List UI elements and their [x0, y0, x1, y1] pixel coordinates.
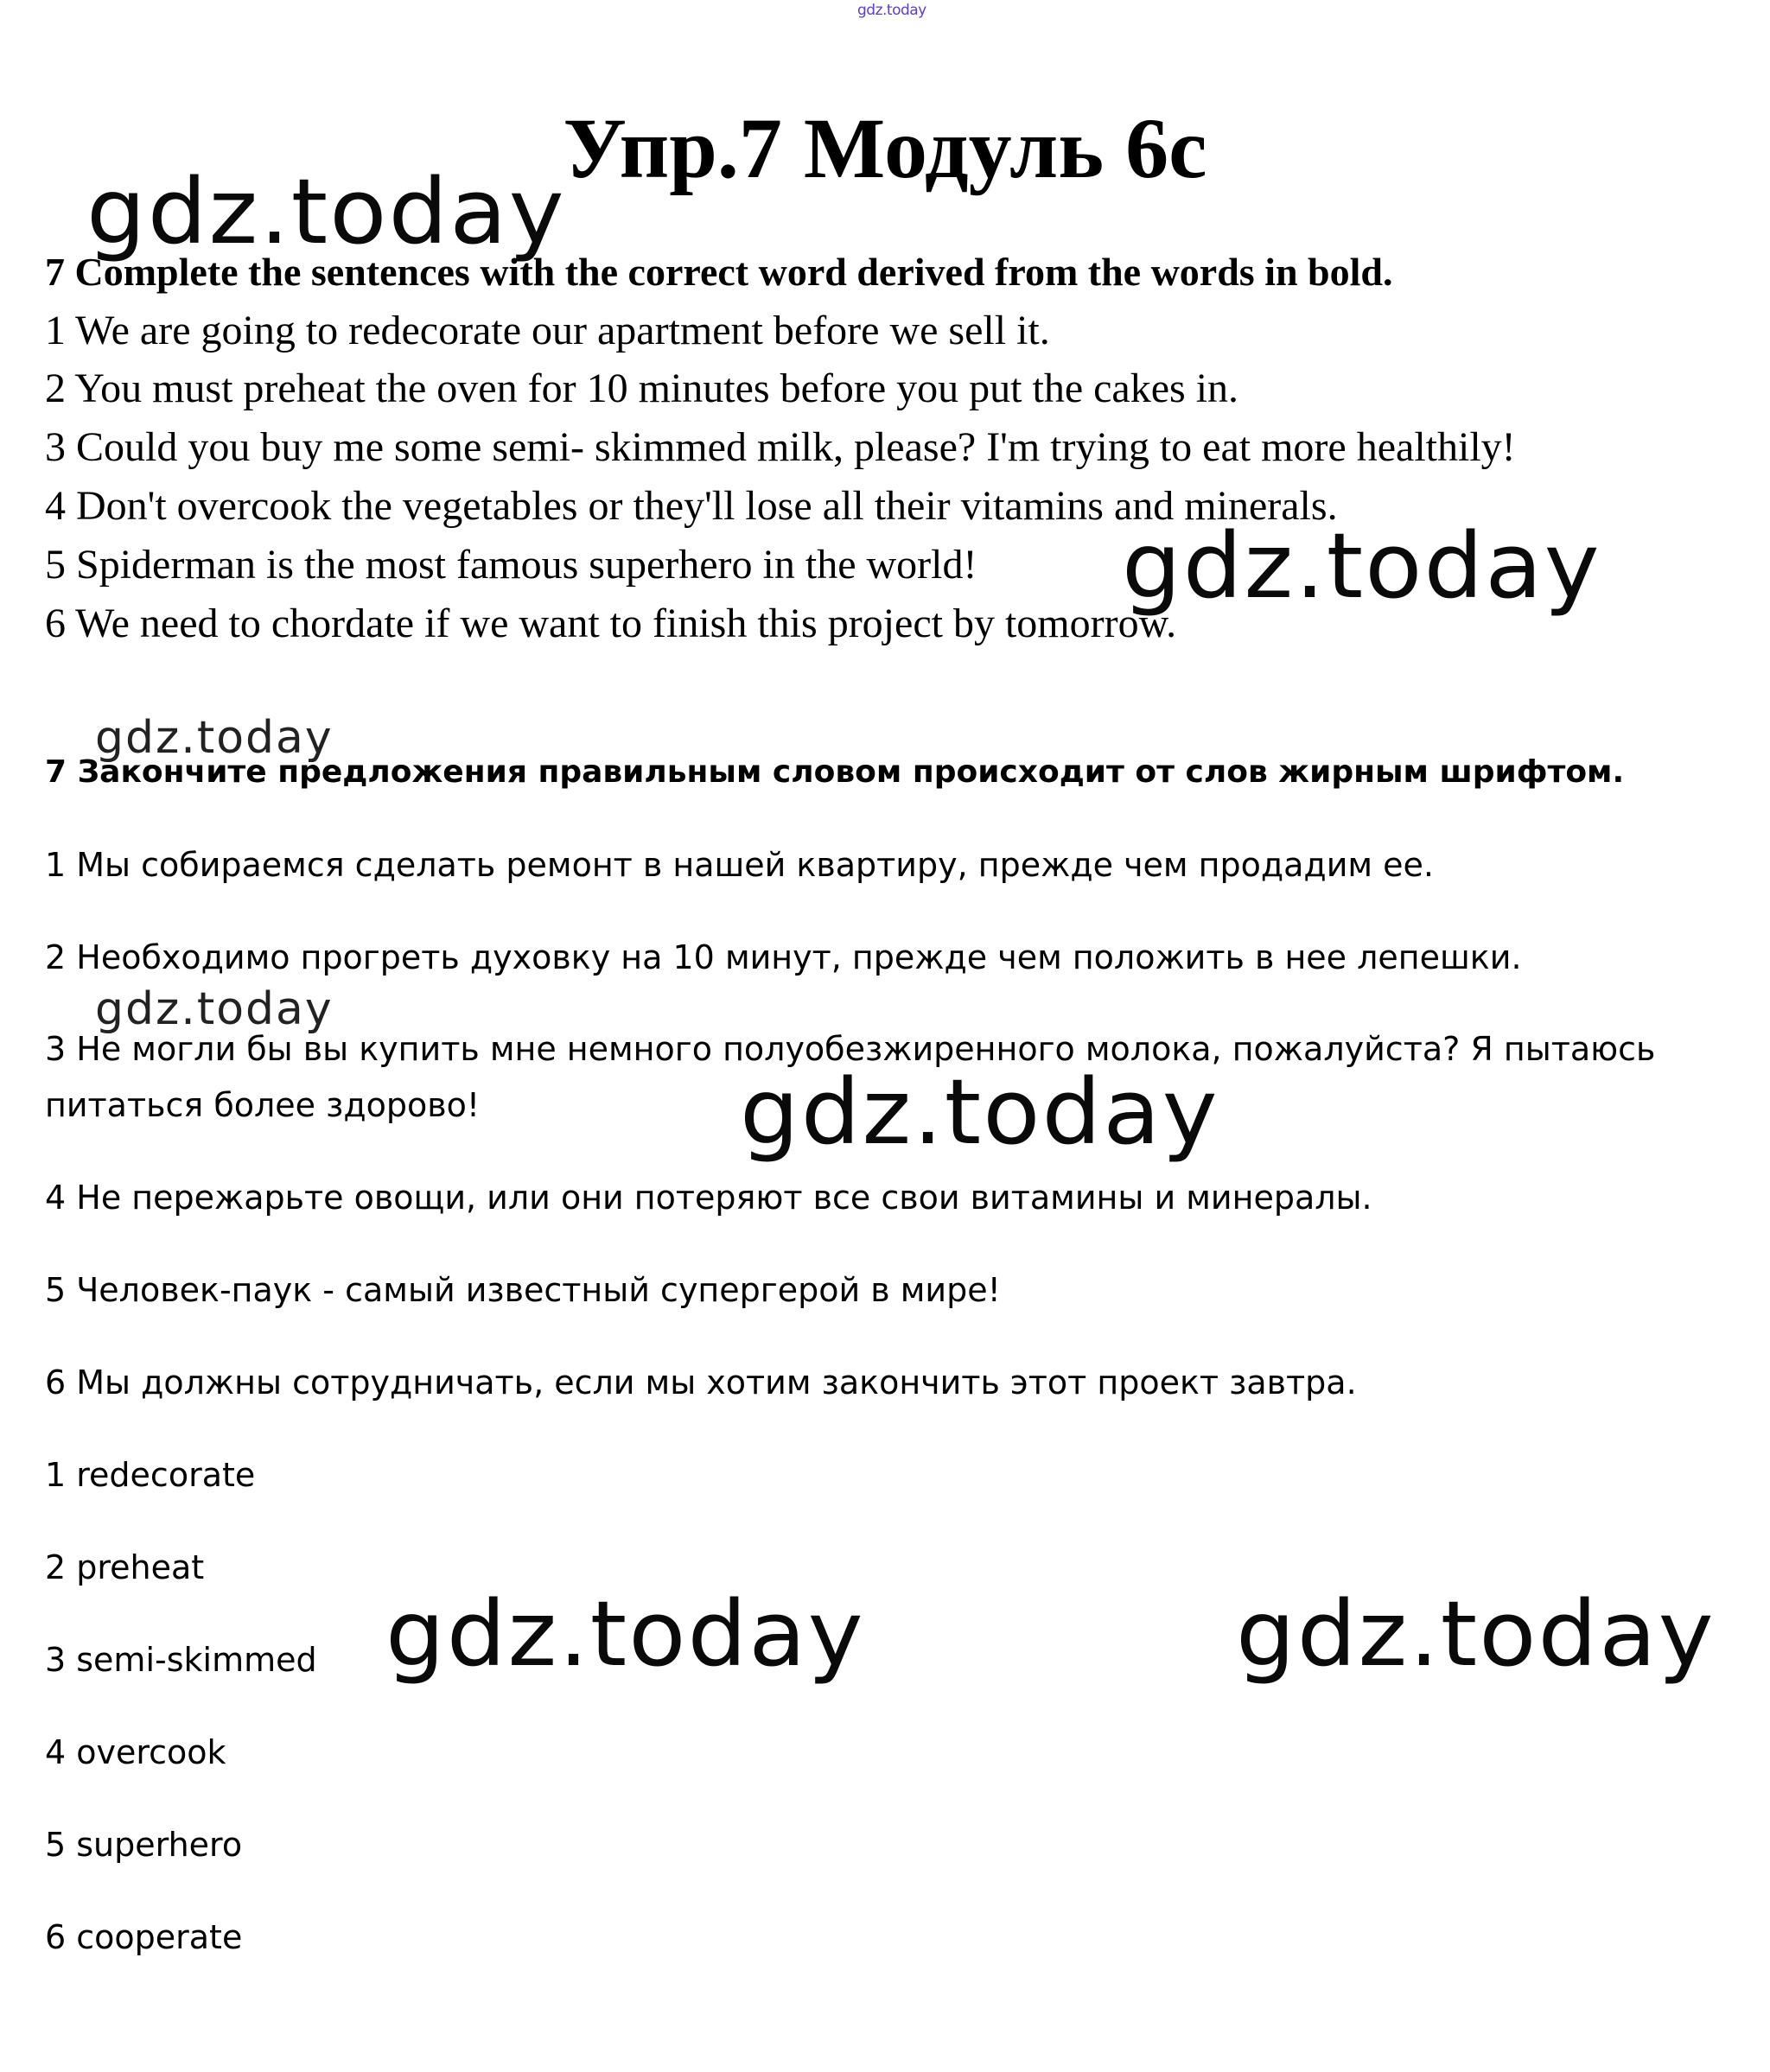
watermark: gdz.today: [740, 1059, 1219, 1165]
english-instruction: 7 Complete the sentences with the correct word derived from the words in bold.: [45, 250, 1393, 294]
answer-item: 2 preheat: [45, 1548, 205, 1586]
watermark: gdz.today: [1236, 1581, 1716, 1687]
russian-sentence: 6 Мы должны сотрудничать, если мы хотим закончить этот проект завтра.: [45, 1363, 1357, 1401]
page-title: Упр.7 Модуль 6c: [563, 100, 1207, 196]
english-sentence: 1 We are going to redecorate our apartment before we sell it.: [45, 308, 1050, 353]
english-sentence: 5 Spiderman is the most famous superhero in the world!: [45, 542, 977, 588]
answer-item: 5 superhero: [45, 1826, 243, 1864]
english-sentence: 6 We need to chordate if we want to finish this project by tomorrow.: [45, 601, 1177, 646]
answer-item: 6 cooperate: [45, 1918, 243, 1956]
top-watermark: gdz.today: [857, 2, 926, 19]
answer-item: 3 semi-skimmed: [45, 1641, 317, 1679]
russian-sentence: 3 Не могли бы вы купить мне немного полуобезжиренного молока, пожалуйста? Я пытаюсь: [45, 1030, 1656, 1068]
answer-item: 4 overcook: [45, 1733, 226, 1771]
russian-sentence: 2 Необходимо прогреть духовку на 10 минут, прежде чем положить в нее лепешки.: [45, 938, 1522, 976]
russian-sentence: 5 Человек-паук - самый известный супергерой в мире!: [45, 1271, 1001, 1309]
english-sentence: 2 You must preheat the oven for 10 minutes before you put the cakes in.: [45, 365, 1239, 411]
watermark: gdz.today: [385, 1581, 865, 1687]
russian-sentence: 4 Не пережарьте овощи, или они потеряют все свои витамины и минералы.: [45, 1179, 1372, 1217]
russian-sentence: 1 Мы собираемся сделать ремонт в нашей квартиру, прежде чем продадим ее.: [45, 846, 1434, 884]
english-sentence: 4 Don't overcook the vegetables or they'll lose all their vitamins and minerals.: [45, 483, 1338, 529]
watermark: gdz.today: [86, 159, 566, 264]
watermark: gdz.today: [1122, 513, 1601, 619]
answer-item: 1 redecorate: [45, 1456, 256, 1494]
russian-instruction: 7 Закончите предложения правильным словом происходит от слов жирным шрифтом.: [45, 754, 1625, 790]
watermark: gdz.today: [95, 712, 334, 764]
russian-sentence-continuation: питаться более здорово!: [45, 1086, 481, 1124]
english-sentence: 3 Could you buy me some semi- skimmed milk, please? I'm trying to eat more healthily!: [45, 424, 1516, 470]
watermark: gdz.today: [95, 983, 334, 1035]
